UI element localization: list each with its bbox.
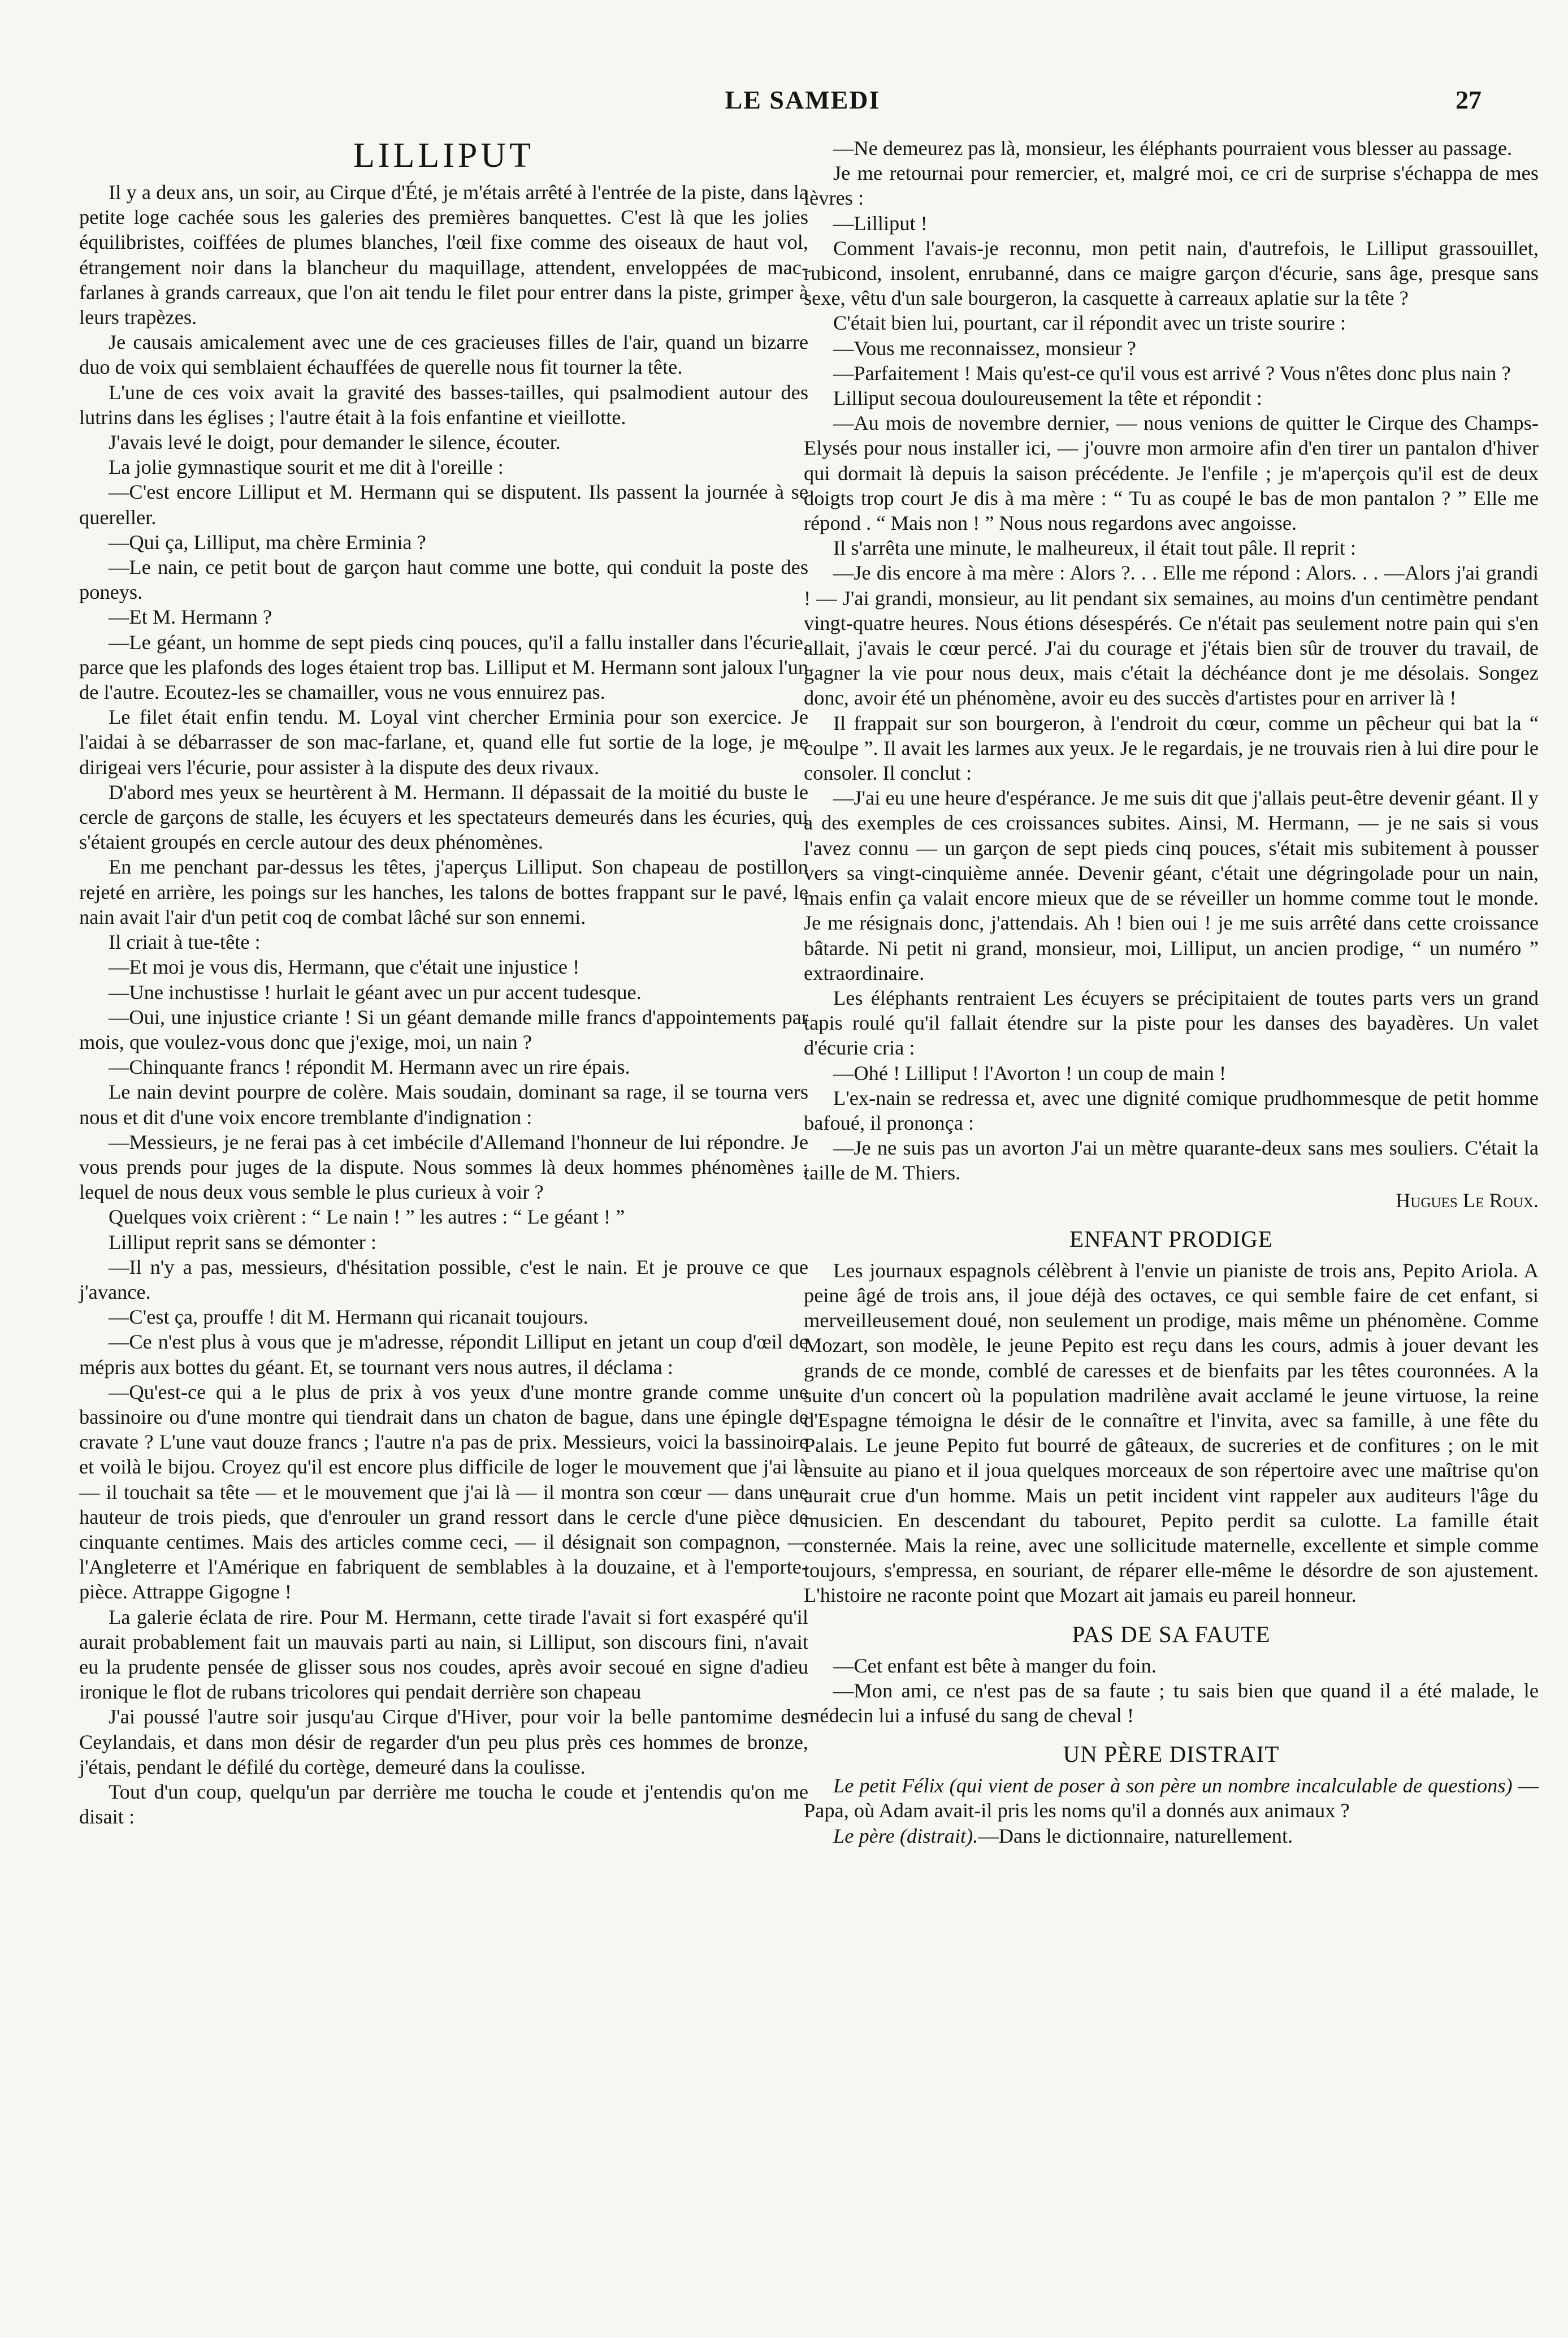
- paragraph: En me penchant par-dessus les têtes, j'aperçus Lilliput. Son chapeau de postillon rejeté en arrière, les poings sur les hanches, les talons de bottes frappant sur le pavé, le nain avait l'air d'un petit coq de combat lâché sur son ennemi.: [79, 855, 808, 928]
- paragraph: Il s'arrêta une minute, le malheureux, il était tout pâle. Il reprit :: [833, 537, 1357, 560]
- paragraph: —Parfaitement ! Mais qu'est-ce qu'il vous est arrivé ? Vous n'êtes donc plus nain ?: [833, 361, 1511, 384]
- paragraph: —Je dis encore à ma mère : Alors ?. . . Elle me répond : Alors. . . —Alors j'ai grandi ! — J'ai grandi, monsieur, au lit pendant six semaines, au moins d'un centimètre pendant vingt-quatre heures. Nous étions désespérés. Ce n'était pas seulement notre pain qui s'en allait, j'avais le cœur percé. J'ai du courage et j'étais bien sûr de trouver du travail, de gagner la vie pour nous deux, mais c'était la déchéance dont je me désolais. Songez donc, avoir été un phénomène, avoir eu des succès d'artistes pour en arriver là !: [804, 561, 1539, 710]
- paragraph: —Le géant, un homme de sept pieds cinq pouces, qu'il a fallu installer dans l'écurie, parce que les plafonds des loges étaient trop bas. Lilliput et M. Hermann sont jaloux l'un de l'autre. Ecoutez-les se chamailler, vous ne vous ennuirez pas.: [79, 630, 808, 704]
- paragraph: —Il n'y a pas, messieurs, d'hésitation possible, c'est le nain. Et je prouve ce que j'avance.: [79, 1255, 808, 1303]
- paragraph: J'avais levé le doigt, pour demander le silence, écouter.: [109, 431, 561, 454]
- paragraph: —Qu'est-ce qui a le plus de prix à vos yeux d'une montre grande comme une bassinoire ou d'une montre qui tiendrait dans un chaton de bague, dans une épingle de cravate ? L'une vaut douze francs ; l'autre n'a pas de prix. Messieurs, voici la bassinoire et voilà le bijou. Croyez qu'il est encore plus difficile de loger le mouvement que j'ai là — il touchait sa tête — et le mouvement que j'ai là — il montra son cœur — dans une hauteur de trois pieds, que d'enrouler un grand ressort dans le cercle d'une pièce de cinquante centimes. Mais des articles comme ceci, — il désignait son compagnon, — l'Angleterre et l'Amérique en fabriquent de semblables à la douzaine, et à l'emporte-pièce. Attrappe Gigogne !: [79, 1380, 808, 1604]
- paragraph: L'ex-nain se redressa et, avec une dignité comique prudhommesque de petit homme bafoué, il prononça :: [804, 1086, 1539, 1134]
- paragraph: —Vous me reconnaissez, monsieur ?: [833, 336, 1136, 360]
- paragraph: —Ne demeurez pas là, monsieur, les éléphants pourraient vous blesser au passage.: [833, 137, 1513, 159]
- paragraph: Les éléphants rentraient Les écuyers se précipitaient de toutes parts vers un grand tapis roulé qu'il fallait étendre sur la piste pour les danses des bayadères. Un valet d'écurie cria :: [804, 986, 1539, 1060]
- paragraph: —Messieurs, je ne ferai pas à cet imbécile d'Allemand l'honneur de lui répondre. Je vous prends pour juges de la dispute. Nous sommes là deux hommes phénomènes ; lequel de nous deux vous semble le plus curieux à voir ?: [79, 1130, 808, 1204]
- paragraph: —Le nain, ce petit bout de garçon haut comme une botte, qui conduit la poste des poneys.: [79, 556, 808, 604]
- paragraph: —Ce n'est plus à vous que je m'adresse, répondit Lilliput en jetant un coup d'œil de mépris aux bottes du géant. Et, se tournant vers nous autres, il déclama :: [79, 1330, 808, 1378]
- paragraph: Lilliput secoua douloureusement la tête et répondit :: [833, 387, 1262, 410]
- paragraph: L'une de ces voix avait la gravité des basses-tailles, qui psalmodient autour des lutrins dans les églises ; l'autre était à la fois enfantine et vieillotte.: [79, 381, 808, 429]
- paragraph: Je causais amicalement avec une de ces gracieuses filles de l'air, quand un bizarre duo de voix qui semblaient échauffées de querelle nous fit tourner la tête.: [79, 331, 808, 379]
- section-title-pas-de-sa-faute: PAS DE SA FAUTE: [1072, 1620, 1271, 1647]
- paragraph: Tout d'un coup, quelqu'un par derrière me toucha le coude et j'entendis qu'on me disait :: [79, 1780, 808, 1829]
- paragraph: J'ai poussé l'autre soir jusqu'au Cirque d'Hiver, pour voir la belle pantomime des Ceylandais, et dans mon désir de regarder d'un peu plus près ces hommes de bronze, j'étais, pendant le défilé du cortège, demeuré dans la coulisse.: [79, 1705, 808, 1778]
- paragraph: Le filet était enfin tendu. M. Loyal vint chercher Erminia pour son exercice. Je l'aidai à se débarrasser de son mac-farlane, et, quand elle fut sortie de la loge, je me dirigeai vers l'écurie, pour assister à la dispute des deux rivaux.: [79, 706, 808, 779]
- paragraph: Il y a deux ans, un soir, au Cirque d'Été, je m'étais arrêté à l'entrée de la piste, dans la petite loge cachée sous les galeries des premières banquettes. C'est là que les jolies équilibristes, coiffées de plumes blanches, l'œil fixe comme des oiseaux de haut vol, étrangement noir dans la blancheur du maquillage, attendent, enveloppées de mac-farlanes à grands carreaux, que l'on ait tendu le filet pour entrer dans la piste, grimper à leurs trapèzes.: [79, 181, 808, 329]
- dialogue-line: [804, 1823, 1539, 1848]
- dialogue-text: — Papa, où Adam avait-il pris les noms qu'il a donnés aux animaux ?: [804, 1774, 1539, 1822]
- section-title-pere-distrait: UN PÈRE DISTRAIT: [1063, 1741, 1280, 1767]
- paragraph: —Chinquante francs ! répondit M. Hermann avec un rire épais.: [109, 1056, 630, 1079]
- paragraph: —Je ne suis pas un avorton J'ai un mètre quarante-deux sans mes souliers. C'était la taille de M. Thiers.: [804, 1136, 1539, 1185]
- paragraph: —Au mois de novembre dernier, — nous venions de quitter le Cirque des Champs-Elysés pour nous installer ici, — j'ouvre mon armoire afin d'en tirer un pantalon d'hiver qui dormait là depuis la saison précédente. Je l'enfile ; je m'aperçois qu'il est de deux doigts trop court Je dis à ma mère : “ Tu as coupé le bas de mon pantalon ? ” Elle me répond . “ Mais non ! ” Nous nous regardons avec angoisse.: [804, 412, 1539, 535]
- paragraph: —Mon ami, ce n'est pas de sa faute ; tu sais bien que quand il a été malade, le médecin lui a infusé du sang de cheval !: [804, 1679, 1539, 1727]
- paragraph: D'abord mes yeux se heurtèrent à M. Hermann. Il dépassait de la moitié du buste le cercle de garçons de stalle, les écuyers et les spectateurs demeurés dans les écuries, qui s'étaient groupés en cercle autour des deux phénomènes.: [79, 780, 808, 854]
- section-title-enfant-prodige: ENFANT PRODIGE: [1069, 1225, 1273, 1252]
- paragraph: Lilliput reprit sans se démonter :: [109, 1230, 376, 1254]
- paragraph: —Une inchustisse ! hurlait le géant avec un pur accent tudesque.: [109, 980, 642, 1004]
- paragraph: —Qui ça, Lilliput, ma chère Erminia ?: [109, 530, 426, 554]
- paragraph: —C'est encore Lilliput et M. Hermann qui se disputent. Ils passent la journée à se quereller.: [79, 481, 808, 529]
- article-title-lilliput: LILLIPUT: [353, 136, 535, 175]
- paragraph: —Et moi je vous dis, Hermann, que c'était une injustice !: [109, 956, 580, 979]
- dialogue-text: —Dans le dictionnaire, naturellement.: [978, 1824, 1293, 1847]
- paragraph: —C'est ça, prouffe ! dit M. Hermann qui ricanait toujours.: [109, 1306, 588, 1329]
- paragraph: —Oui, une injustice criante ! Si un géant demande mille francs d'appointements par mois, que voulez-vous donc que j'exige, moi, un nain ?: [79, 1005, 808, 1053]
- left-column: [79, 136, 808, 1829]
- paragraph: Il criait à tue-tête :: [109, 931, 261, 954]
- page-number: 27: [1456, 85, 1482, 114]
- paragraph: Je me retournai pour remercier, et, malgré moi, ce cri de surprise s'échappa de mes lèvres :: [804, 162, 1539, 210]
- paragraph: Quelques voix crièrent : “ Le nain ! ” les autres : “ Le géant ! ”: [109, 1205, 625, 1229]
- paragraph: Le nain devint pourpre de colère. Mais soudain, dominant sa rage, il se tourna vers nous et dit d'une voix encore tremblante d'indignation :: [79, 1081, 808, 1129]
- paragraph: —Cet enfant est bête à manger du foin.: [833, 1654, 1156, 1677]
- right-column: [804, 136, 1539, 1848]
- paragraph: La jolie gymnastique sourit et me dit à l'oreille :: [109, 456, 504, 479]
- paragraph: —Et M. Hermann ?: [109, 606, 272, 629]
- speaker-note: Le petit Félix (qui vient de poser à son père un nombre incalculable de questions): [833, 1774, 1513, 1797]
- paragraph: —Ohé ! Lilliput ! l'Avorton ! un coup de main !: [833, 1061, 1227, 1084]
- paragraph: Il frappait sur son bourgeron, à l'endroit du cœur, comme un pêcheur qui bat la “ coulpe ”. Il avait les larmes aux yeux. Je le regardais, je ne trouvais rien à lui dire pour le consoler. Il conclut :: [804, 711, 1539, 785]
- dialogue-line: [804, 1773, 1539, 1823]
- paragraph: —J'ai eu une heure d'espérance. Je me suis dit que j'allais peut-être devenir géant. Il y a des exemples de ces croissances subites. Ainsi, M. Hermann, — je ne sais si vous l'avez connu — un garçon de sept pieds cinq pouces, s'était mis subitement à pousser vers sa vingt-cinquième année. Devenir géant, c'était une dégringolade pour un nain, mais enfin ça valait encore mieux que de se réveiller un homme comme tout le monde. Je me résignais donc, j'attendais. Ah ! bien oui ! je me suis arrêté dans cette croissance bâtarde. Ni petit ni grand, monsieur, moi, Lilliput, un ancien prodige, “ un numéro ” extraordinaire.: [804, 786, 1539, 984]
- paragraph: La galerie éclata de rire. Pour M. Hermann, cette tirade l'avait si fort exaspéré qu'il aurait probablement fait un mauvais parti au nain, si Lilliput, son discours fini, n'avait eu la prudente pensée de glisser sous nos coudes, après avoir secoué en signe d'adieu ironique le flot de rubans tricolores qui pendait derrière son chapeau: [79, 1605, 808, 1704]
- author-signature: Hugues Le Roux.: [1396, 1189, 1539, 1212]
- paragraph: Comment l'avais-je reconnu, mon petit nain, d'autrefois, le Lilliput grassouillet, rubicond, insolent, enrubanné, dans ce maigre garçon d'écurie, sans âge, presque sans sexe, vêtu d'un sale bourgeron, la casquette à carreaux aplatie sur la tête ?: [804, 236, 1539, 310]
- running-title: LE SAMEDI: [725, 85, 881, 114]
- paragraph: C'était bien lui, pourtant, car il répondit avec un triste sourire :: [833, 312, 1346, 335]
- paragraph: —Lilliput !: [833, 211, 928, 235]
- paragraph: Les journaux espagnols célèbrent à l'envie un pianiste de trois ans, Pepito Ariola. A peine âgé de trois ans, il joue déjà des octaves, ce qui semble faire de cet enfant, si merveilleusement doué, non seulement un prodige, mais même un phénomène. Comme Mozart, son modèle, le jeune Pepito est reçu dans les cours, admis à jouer devant les grands de ce monde, comblé de caresses et de bienfaits par les têtes couronnées. A la suite d'un concert où la population madrilène avait acclamé le jeune virtuose, la reine d'Espagne témoigna le désir de le connaître et l'invita, avec sa famille, à une fête du Palais. Le jeune Pepito fut bourré de gâteaux, de sucreries et de confitures ; on le mit ensuite au piano et il joua quelques morceaux de son répertoire avec une maîtrise qu'on aurait crue d'un homme. Mais un petit incident vint rappeler aux auditeurs l'âge du musicien. En descendant du tabouret, Pepito perdit sa culotte. La famille était consternée. Mais la reine, avec une sollicitude maternelle, excellente et simple comme toujours, s'empressa, en souriant, de réparer elle-même le désordre de son ajustement. L'histoire ne raconte point que Mozart ait jamais eu pareil honneur.: [804, 1259, 1539, 1607]
- speaker-note: Le père (distrait).: [833, 1824, 978, 1847]
